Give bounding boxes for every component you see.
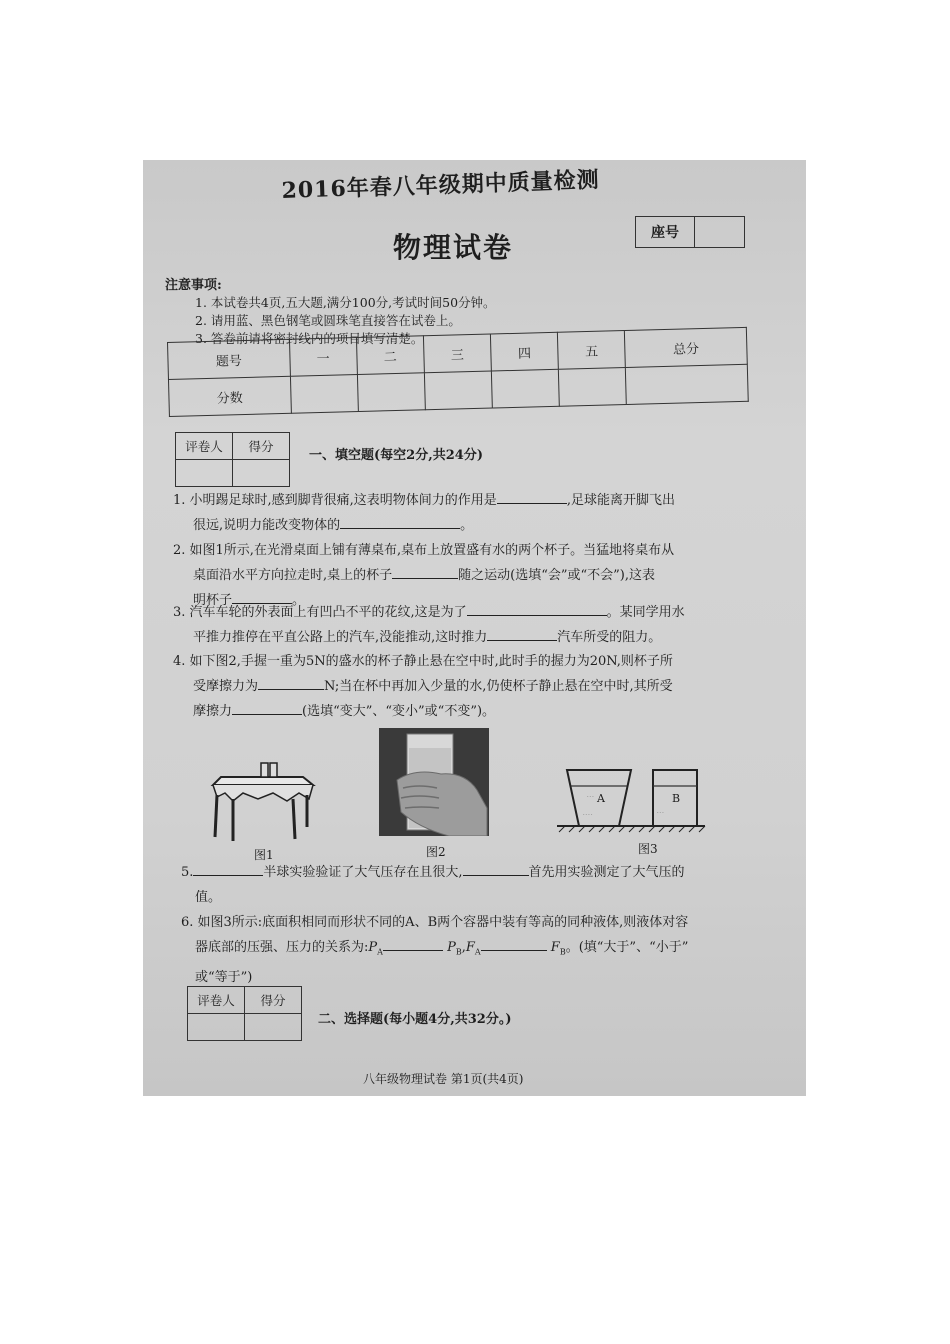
q1-text-a: 1. 小明踢足球时,感到脚背很痛,这表明物体间力的作用是 <box>173 493 497 508</box>
q6-text-b: 器底部的压强、压力的关系为: <box>195 940 369 955</box>
q1-blank-2[interactable] <box>340 514 460 529</box>
section2-title: 二、选择题(每小题4分,共32分。) <box>318 1012 512 1027</box>
score-header-cell: 题号 <box>168 339 291 379</box>
q6-blank-2[interactable] <box>481 936 547 951</box>
q4-text-a: 4. 如下图2,手握一重为5N的盛水的杯子静止悬在空中时,此时手的握力为20N,则杯子所 <box>173 654 673 669</box>
q6-pb: P <box>447 940 456 955</box>
q2-text-e: 。 <box>292 593 306 608</box>
question-6: 6. 如图3所示:底面积相同而形状不同的A、B两个容器中装有等高的同种液体,则液体对容 器底部的压强、压力的关系为$:P_A$ $P_B,F_A$ $F_B$。(填“大于”、“小于” 或“等于”) <box>181 915 689 985</box>
q4-text-c: N;当在杯中再加入少量的水,仍使杯子静止悬在空中时,其所受 <box>324 679 673 694</box>
grader-reviewer-label: 评卷人 <box>176 433 233 460</box>
seat-number-box <box>635 216 745 248</box>
q6-text-a: 6. 如图3所示:底面积相同而形状不同的A、B两个容器中装有等高的同种液体,则液体对容 <box>181 915 689 930</box>
question-1 <box>173 488 753 538</box>
q1-text-d: 。 <box>460 518 474 533</box>
container-a-label: A <box>597 792 605 805</box>
score-row-label: 分数 <box>168 376 291 416</box>
figure-1-table-illustration <box>203 755 323 845</box>
score-table <box>167 327 749 417</box>
score-cell <box>424 371 492 410</box>
q6-fa-sub: A <box>474 947 481 957</box>
grader-blank <box>233 460 290 487</box>
q3-text-b: 。某同学用水 <box>606 605 685 620</box>
question-5 <box>181 860 761 910</box>
q4-text-d: 摩擦力 <box>193 704 233 719</box>
q3-text-c: 平推力推停在平直公路上的汽车,没能推动,这时推力 <box>193 630 488 645</box>
q4-blank-1[interactable] <box>258 675 324 690</box>
q4-blank-2[interactable] <box>232 700 302 715</box>
score-cell <box>559 368 627 407</box>
q6-text-d: 或“等于”) <box>195 969 253 985</box>
score-header-cell: 一 <box>289 338 357 377</box>
svg-text:- - - -: - - - - <box>583 812 593 817</box>
score-header-cell: 总分 <box>625 327 748 367</box>
q5-blank-2[interactable] <box>463 861 529 876</box>
figure-3-containers <box>557 764 707 836</box>
q2-text-d: 明杯子 <box>193 593 233 608</box>
section1-title: 一、填空题(每空2分,共24分) <box>309 448 483 463</box>
container-b-label: B <box>672 792 681 805</box>
q5-number: 5. <box>181 865 194 880</box>
q6-fa: F <box>465 940 475 955</box>
notes-heading: 注意事项: <box>165 278 222 293</box>
q6-fb: F <box>550 940 560 955</box>
q5-blank-1[interactable] <box>193 861 263 876</box>
q2-blank-1[interactable] <box>392 564 458 579</box>
score-cell <box>626 364 749 404</box>
q3-text-a: 3. 汽车车轮的外表面上有凹凸不平的花纹,这是为了 <box>173 605 467 620</box>
figure-2-hand-cup-photo <box>379 728 489 836</box>
question-3 <box>173 600 753 650</box>
q4-text-e: (选填“变大”、“变小”或“不变”)。 <box>302 704 496 719</box>
figure-1-caption: 图1 <box>254 848 274 862</box>
q5-text-c: 值。 <box>195 890 222 905</box>
q1-text-b: ,足球能离开脚飞出 <box>566 493 675 508</box>
seat-label: 座号 <box>636 217 695 247</box>
q6-pa: P <box>368 940 378 955</box>
score-header-cell: 五 <box>558 331 626 370</box>
q6-pa-sub: A <box>377 947 383 957</box>
grader-blank <box>245 1014 302 1041</box>
score-header-cell: 三 <box>423 334 491 373</box>
q5-text-a: 半球实验验证了大气压存在且很大, <box>263 865 463 880</box>
q6-pb-sub: B <box>455 947 462 957</box>
exam-photo <box>143 160 806 1096</box>
q2-text-c: 随之运动(选填“会”或“不会”),这表 <box>458 568 656 583</box>
svg-text:- - -: - - - <box>657 810 664 815</box>
q6-blank-1[interactable] <box>383 936 443 951</box>
score-header-cell: 四 <box>490 332 558 371</box>
q1-blank-1[interactable] <box>497 489 567 504</box>
grader-box-2 <box>187 986 302 1041</box>
q1-text-c: 很远,说明力能改变物体的 <box>193 518 341 533</box>
question-4 <box>173 649 753 724</box>
q2-text-a: 2. 如图1所示,在光滑桌面上铺有薄桌布,桌布上放置盛有水的两个杯子。当猛地将桌布从 <box>173 543 675 558</box>
q3-blank-2[interactable] <box>487 626 557 641</box>
grader-blank <box>176 460 233 487</box>
score-header-cell: 二 <box>356 336 424 375</box>
grader-box-1 <box>175 432 290 487</box>
grader-score-label: 得分 <box>233 433 290 460</box>
q3-blank-1[interactable] <box>467 601 607 616</box>
svg-text:- - -: - - - <box>587 794 594 799</box>
score-cell <box>357 373 425 412</box>
page-footer: 八年级物理试卷 第1页(共4页) <box>363 1072 524 1086</box>
score-cell <box>491 369 559 408</box>
q6-text-c: 。(填“大于”、“小于” <box>565 940 689 955</box>
q5-text-b: 首先用实验测定了大气压的 <box>528 865 685 880</box>
grader-blank <box>188 1014 245 1041</box>
grader-reviewer-label: 评卷人 <box>188 987 245 1014</box>
figure-3-caption: 图3 <box>638 842 658 856</box>
note-item: 3. 答卷前请将密封线内的项目填写清楚。 <box>195 331 424 346</box>
q3-text-d: 汽车所受的阻力。 <box>557 630 662 645</box>
exam-subtitle: 物理试卷 <box>393 231 514 264</box>
q6-fb-sub: B <box>559 947 566 957</box>
score-cell <box>290 375 358 414</box>
q4-text-b: 受摩擦力为 <box>193 679 259 694</box>
exam-title: 2016年春八年级期中质量检测 <box>281 166 601 204</box>
note-item: 1. 本试卷共4页,五大题,满分100分,考试时间50分钟。 <box>195 295 496 310</box>
note-item: 2. 请用蓝、黑色钢笔或圆珠笔直接答在试卷上。 <box>195 313 461 328</box>
grader-score-label: 得分 <box>245 987 302 1014</box>
q2-text-b: 桌面沿水平方向拉走时,桌上的杯子 <box>193 568 393 583</box>
figure-2-caption: 图2 <box>426 845 446 859</box>
